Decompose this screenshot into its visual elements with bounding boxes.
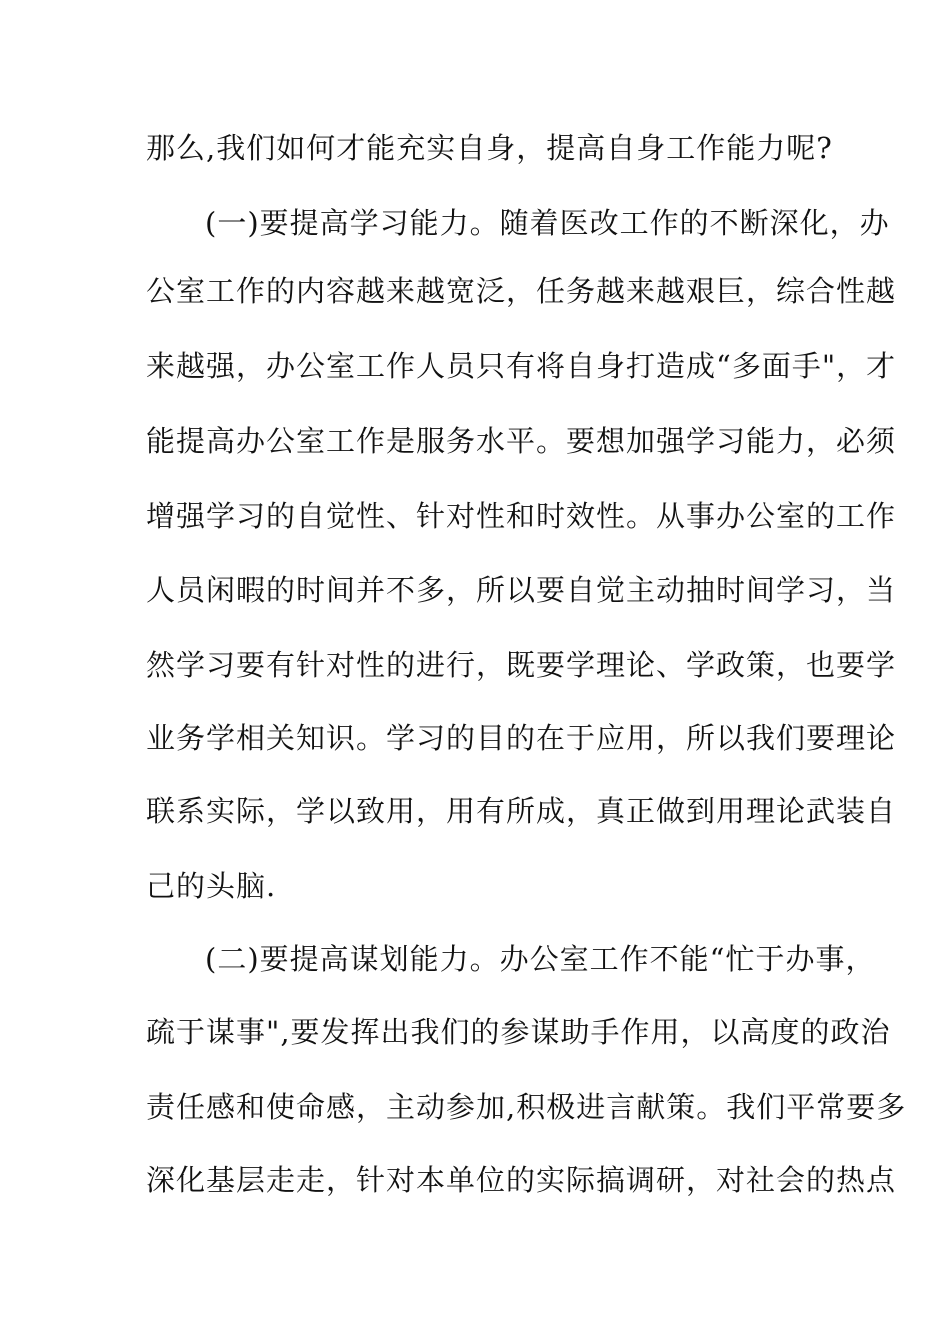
paragraph-one-line: 人员闲暇的时间并不多，所以要自觉主动抽时间学习，当 [146,573,897,607]
paragraph-two-heading-line: (二)要提高谋划能力。办公室工作不能“忙于办事， [205,942,876,976]
paragraph-one-heading-line: (一)要提高学习能力。随着医改工作的不断深化，办 [205,206,890,240]
paragraph-two-line: 责任感和使命感，主动参加,积极进言献策。我们平常要多 [146,1090,907,1124]
paragraph-intro-line: 那么,我们如何才能充实自身，提高自身工作能力呢? [146,131,833,165]
paragraph-two-line: 疏于谋事",要发挥出我们的参谋助手作用，以高度的政治 [146,1015,891,1049]
paragraph-two-line: 深化基层走走，针对本单位的实际搞调研，对社会的热点 [146,1163,897,1197]
paragraph-one-line: 能提高办公室工作是服务水平。要想加强学习能力，必须 [146,424,897,458]
paragraph-one-line: 公室工作的内容越来越宽泛，任务越来越艰巨，综合性越 [146,274,897,308]
paragraph-one-line: 来越强，办公室工作人员只有将自身打造成“多面手"，才 [146,349,897,383]
paragraph-one-line: 业务学相关知识。学习的目的在于应用，所以我们要理论 [146,721,897,755]
paragraph-one-line: 然学习要有针对性的进行，既要学理论、学政策，也要学 [146,648,897,682]
paragraph-one-end-line: 己的头脑. [146,869,277,903]
paragraph-one-line: 联系实际，学以致用，用有所成，真正做到用理论武装自 [146,794,897,828]
paragraph-one-line: 增强学习的自觉性、针对性和时效性。从事办公室的工作 [146,499,897,533]
